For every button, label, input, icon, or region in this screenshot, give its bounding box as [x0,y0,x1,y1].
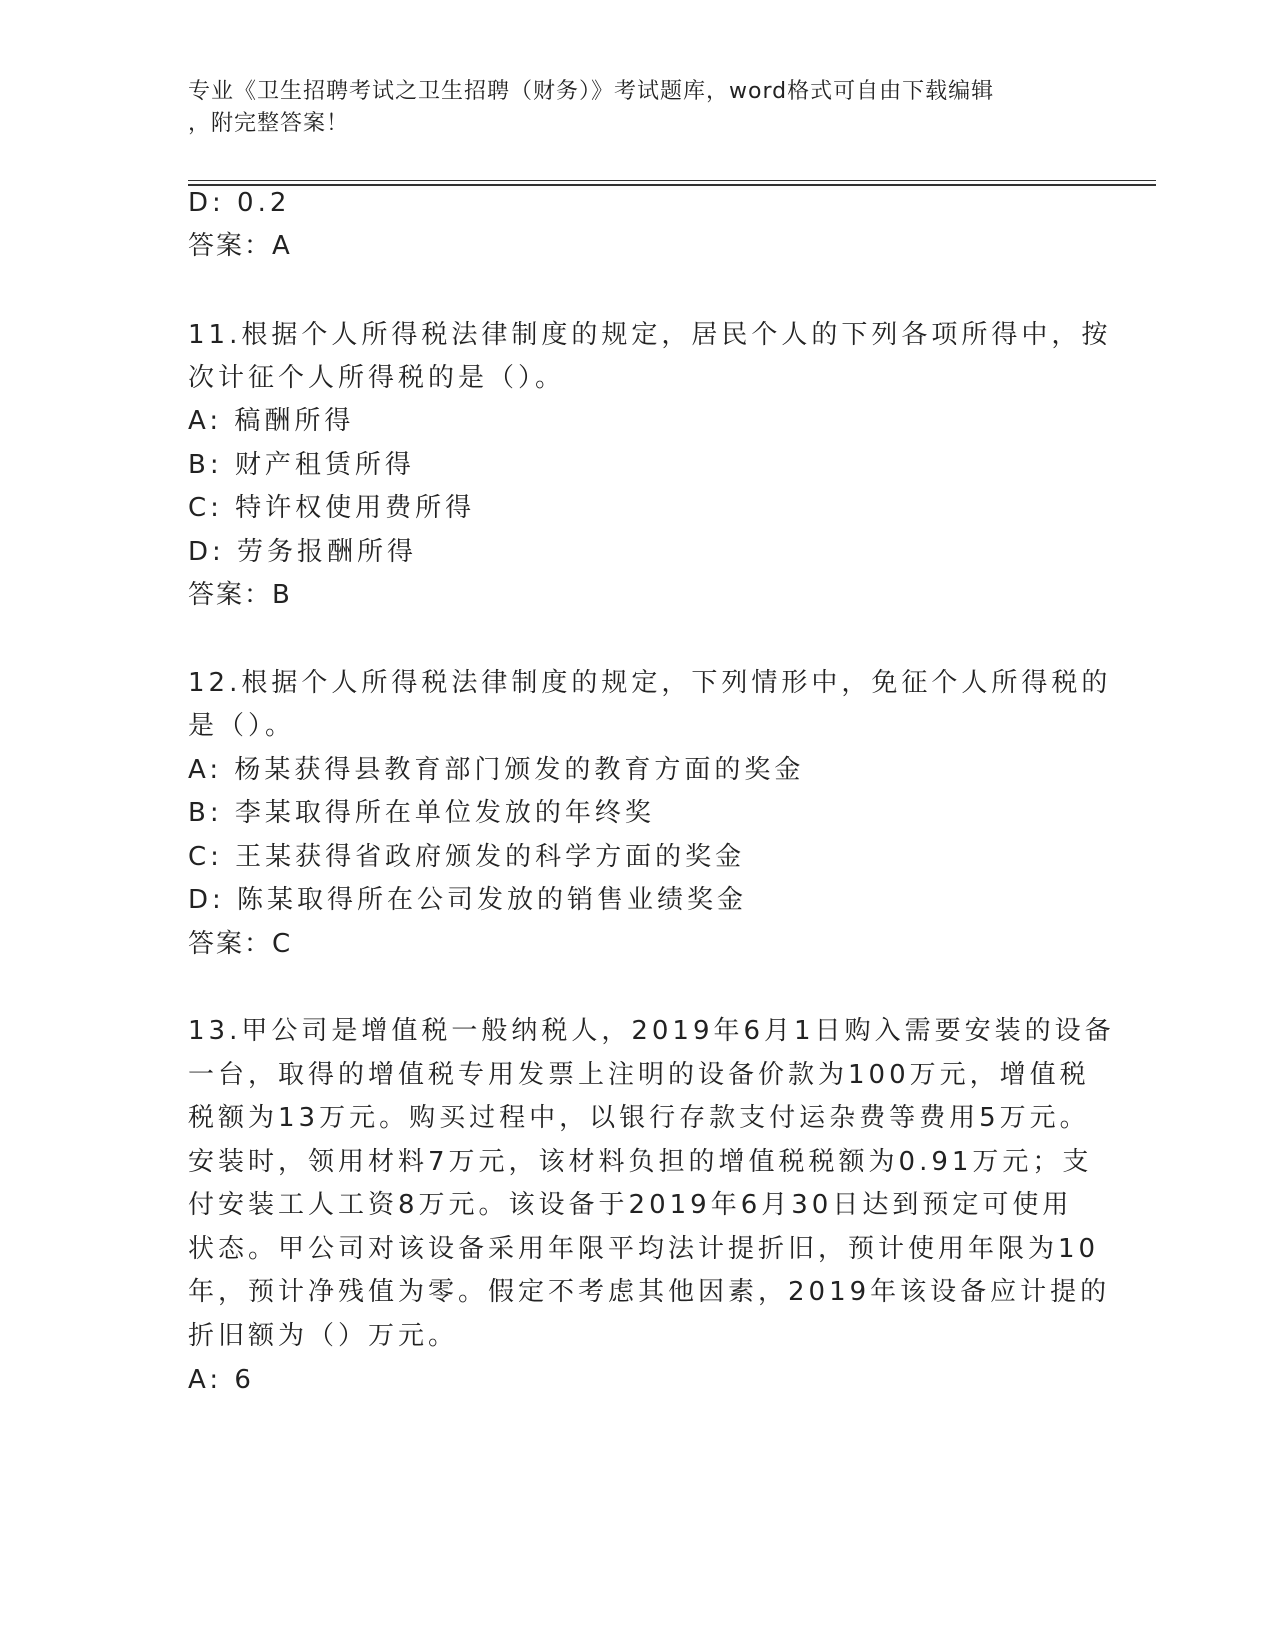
q13-stem-line-4: 安装时，领用材料7万元，该材料负担的增值税税额为0.91万元；支 [188,1147,1093,1177]
q13-stem-line-8: 折旧额为（）万元。 [188,1321,459,1351]
q13-stem-line-5: 付安装工人工资8万元。该设备于2019年6月30日达到预定可使用 [188,1190,1073,1220]
q13-option-a: A: 6 [188,1365,255,1395]
header-line-1: 专业《卫生招聘考试之卫生招聘（财务）》考试题库，word格式可自由下载编辑 [188,79,995,104]
prev-question-answer: 答案：A [188,231,292,261]
q12-stem-line-2: 是（）。 [188,711,296,741]
document-header [188,76,1088,140]
q13-stem-line-6: 状态。甲公司对该设备采用年限平均法计提折旧，预计使用年限为10 [188,1234,1100,1264]
q13-stem-line-2: 一台，取得的增值税专用发票上注明的设备价款为100万元，增值税 [188,1060,1090,1090]
q12-option-b: B: 李某取得所在单位发放的年终奖 [188,798,655,828]
q12-stem-line-1: 12.根据个人所得税法律制度的规定，下列情形中，免征个人所得税的 [188,668,1112,698]
prev-question-option-d: D: 0.2 [188,188,291,218]
q11-option-c: C: 特许权使用费所得 [188,493,476,523]
header-divider-thick [188,184,1156,186]
header-line-2: ，附完整答案！ [188,111,350,136]
q13-stem-line-1: 13.甲公司是增值税一般纳税人，2019年6月1日购入需要安装的设备 [188,1016,1115,1046]
header-divider-thin [188,180,1156,181]
q12-option-c: C: 王某获得省政府颁发的科学方面的奖金 [188,842,746,872]
q11-option-b: B: 财产租赁所得 [188,450,415,480]
q12-answer: 答案：C [188,929,293,959]
q11-option-a: A: 稿酬所得 [188,406,355,436]
q13-stem-line-7: 年，预计净残值为零。假定不考虑其他因素，2019年该设备应计提的 [188,1277,1111,1307]
q13-stem-line-3: 税额为13万元。购买过程中，以银行存款支付运杂费等费用5万元。 [188,1103,1090,1133]
q12-option-d: D: 陈某取得所在公司发放的销售业绩奖金 [188,885,748,915]
q11-stem-line-1: 11.根据个人所得税法律制度的规定，居民个人的下列各项所得中，按 [188,320,1112,350]
q11-option-d: D: 劳务报酬所得 [188,537,418,567]
q12-option-a: A: 杨某获得县教育部门颁发的教育方面的奖金 [188,755,805,785]
q11-stem-line-2: 次计征个人所得税的是（）。 [188,363,566,393]
q11-answer: 答案：B [188,580,292,610]
